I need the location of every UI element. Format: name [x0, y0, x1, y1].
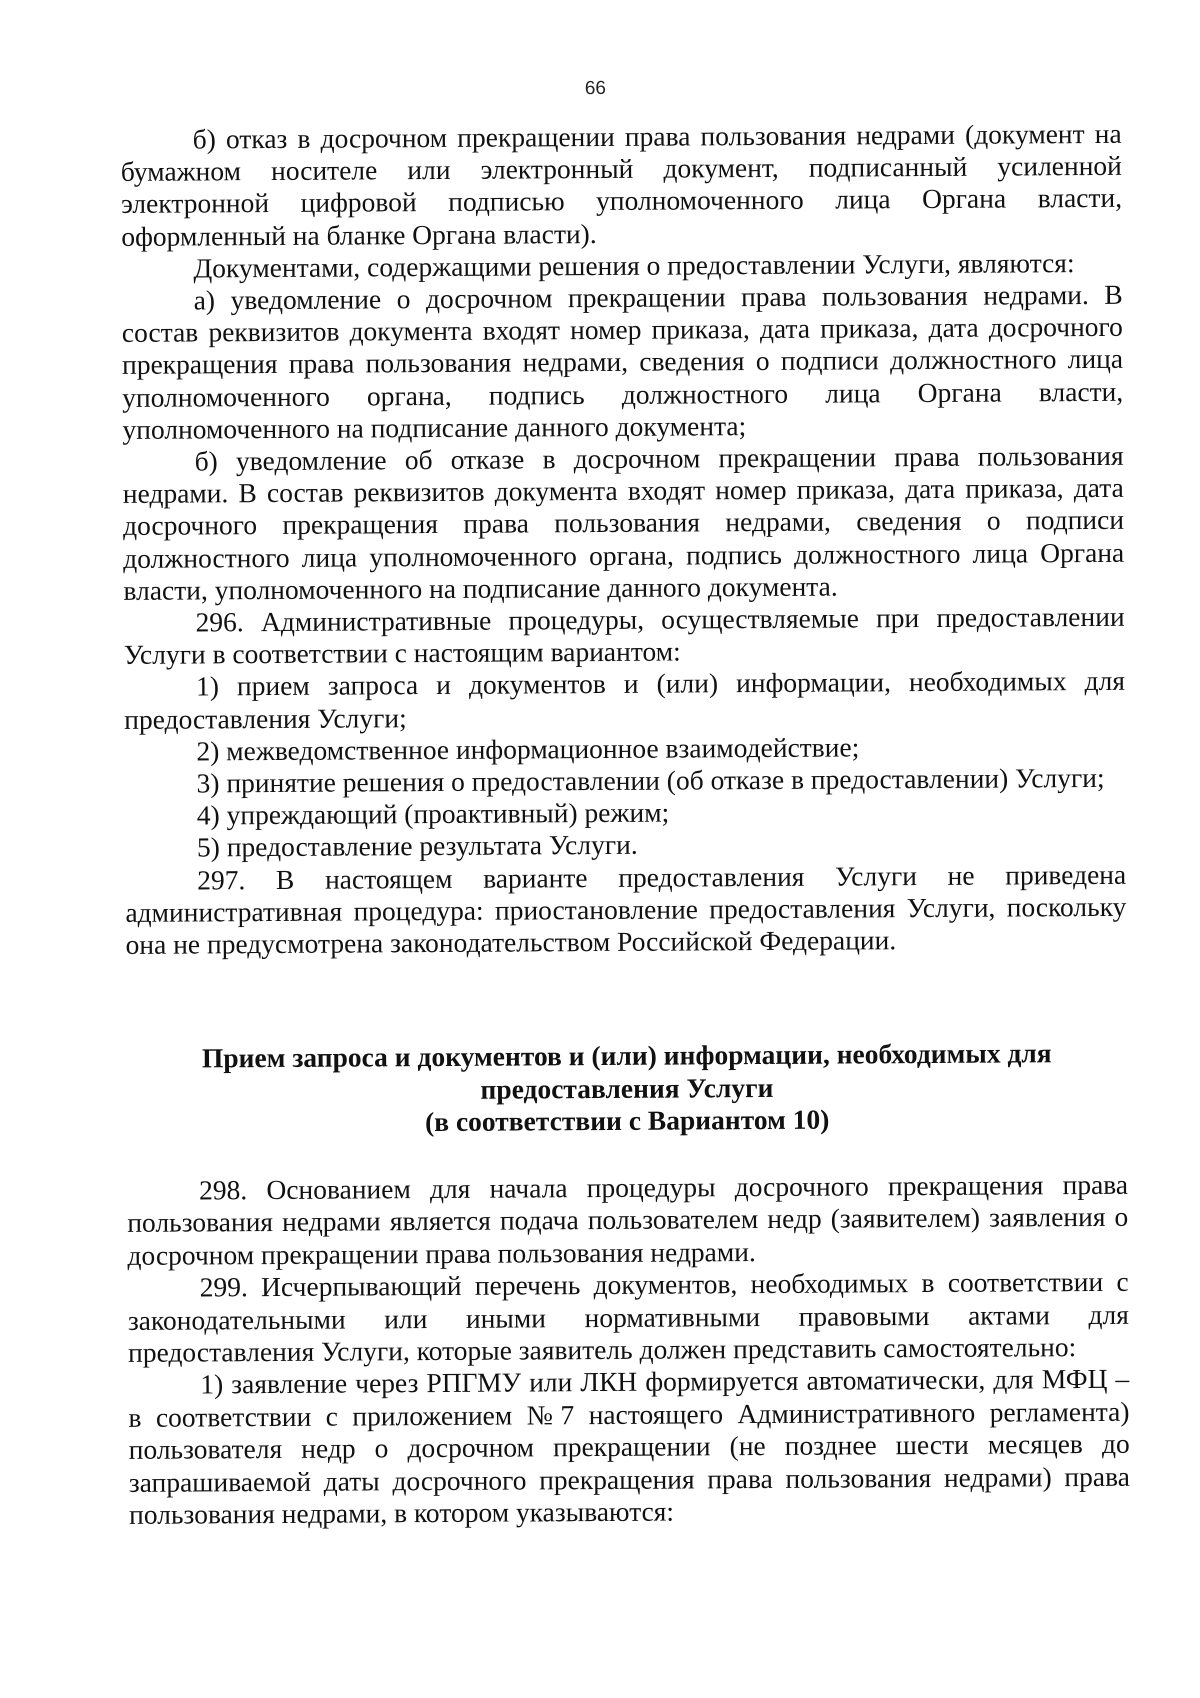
- paragraph-297-no-suspension: 297. В настоящем варианте предоставления Услуги не приведена административная процедура: приостановление предоставления Услуги, поскольку она не предусмотрена законодательством Российской Федерации.: [125, 858, 1127, 960]
- list-item-procedure-5: 5) предоставление результата Услуги.: [196, 829, 638, 863]
- list-item-procedure-4: 4) упреждающий (проактивный) режим;: [196, 796, 670, 831]
- section-heading: [126, 1037, 1128, 1141]
- list-item-application: 1) заявление через РПГМУ или ЛКН формируется автоматически, для МФЦ – в соответствии с приложением №7 настоящего Административного регламента) пользователя недр о досрочном прекращении (не позднее шести месяцев до запрашиваемой даты досрочного прекращения права пользования недрами) права пользования недрами, в котором указываются:: [128, 1363, 1130, 1530]
- section-heading-line-1: Прием запроса и документов и (или) информации, необходимых для: [201, 1037, 1052, 1074]
- document-body-bottom: [127, 1169, 1130, 1532]
- paragraph-298-grounds: 298. Основанием для начала процедуры досрочного прекращения права пользования недрами является подача пользователем недр (заявителем) заявления о досрочном прекращении права пользования недрами.: [127, 1168, 1129, 1271]
- paragraph-decision-documents-intro: Документами, содержащими решения о предоставлении Услуги, являются:: [193, 246, 1075, 284]
- section-heading-line-3: (в соответствии с Вариантом 10): [424, 1103, 830, 1138]
- list-item-procedure-3: 3) принятие решения о предоставлении (об отказе в предоставлении) Услуги;: [196, 761, 1105, 799]
- list-item-procedure-1: 1) прием запроса и документов и (или) информации, необходимых для предоставления Услуги;: [124, 665, 1126, 735]
- paragraph-299-documents-list: 299. Исчерпывающий перечень документов, необходимых в соответствии с законодательными или иными нормативными правовыми актами для предоставления Услуги, которые заявитель должен представить самостоятельно:: [127, 1265, 1129, 1368]
- paragraph-notification-refusal: б) уведомление об отказе в досрочном прекращении права пользования недрами. В состав реквизитов документа входят номер приказа, дата приказа, дата досрочного прекращения права пользования недрами, сведения о подписи должностного лица уполномоченного органа, подпись должностного лица Органа власти, уполномоченного на подписание данного документа.: [122, 439, 1125, 606]
- paragraph-296-procedures: 296. Административные процедуры, осуществляемые при предоставлении Услуги в соответствии с настоящим вариантом:: [123, 600, 1125, 671]
- page-number: 66: [584, 77, 606, 100]
- paragraph-refusal-document: б) отказ в досрочном прекращении права пользования недрами (документ на бумажном носителе или электронный документ, подписанный усиленной электронной цифровой подписью уполномоченного лица Органа власти, оформленный на бланке Органа власти).: [120, 117, 1123, 252]
- list-item-procedure-2: 2) межведомственное информационное взаимодействие;: [196, 731, 860, 767]
- section-heading-line-2: предоставления Услуги: [480, 1071, 774, 1105]
- paragraph-notification-termination: а) уведомление о досрочном прекращении права пользования недрами. В состав реквизитов документа входят номер приказа, дата приказа, дата досрочного прекращения права пользования недрами, сведения о подписи должностного лица уполномоченного органа, подпись должностного лица Органа власти, уполномоченного на подписание данного документа;: [121, 278, 1124, 445]
- document-body-top: [121, 118, 1127, 961]
